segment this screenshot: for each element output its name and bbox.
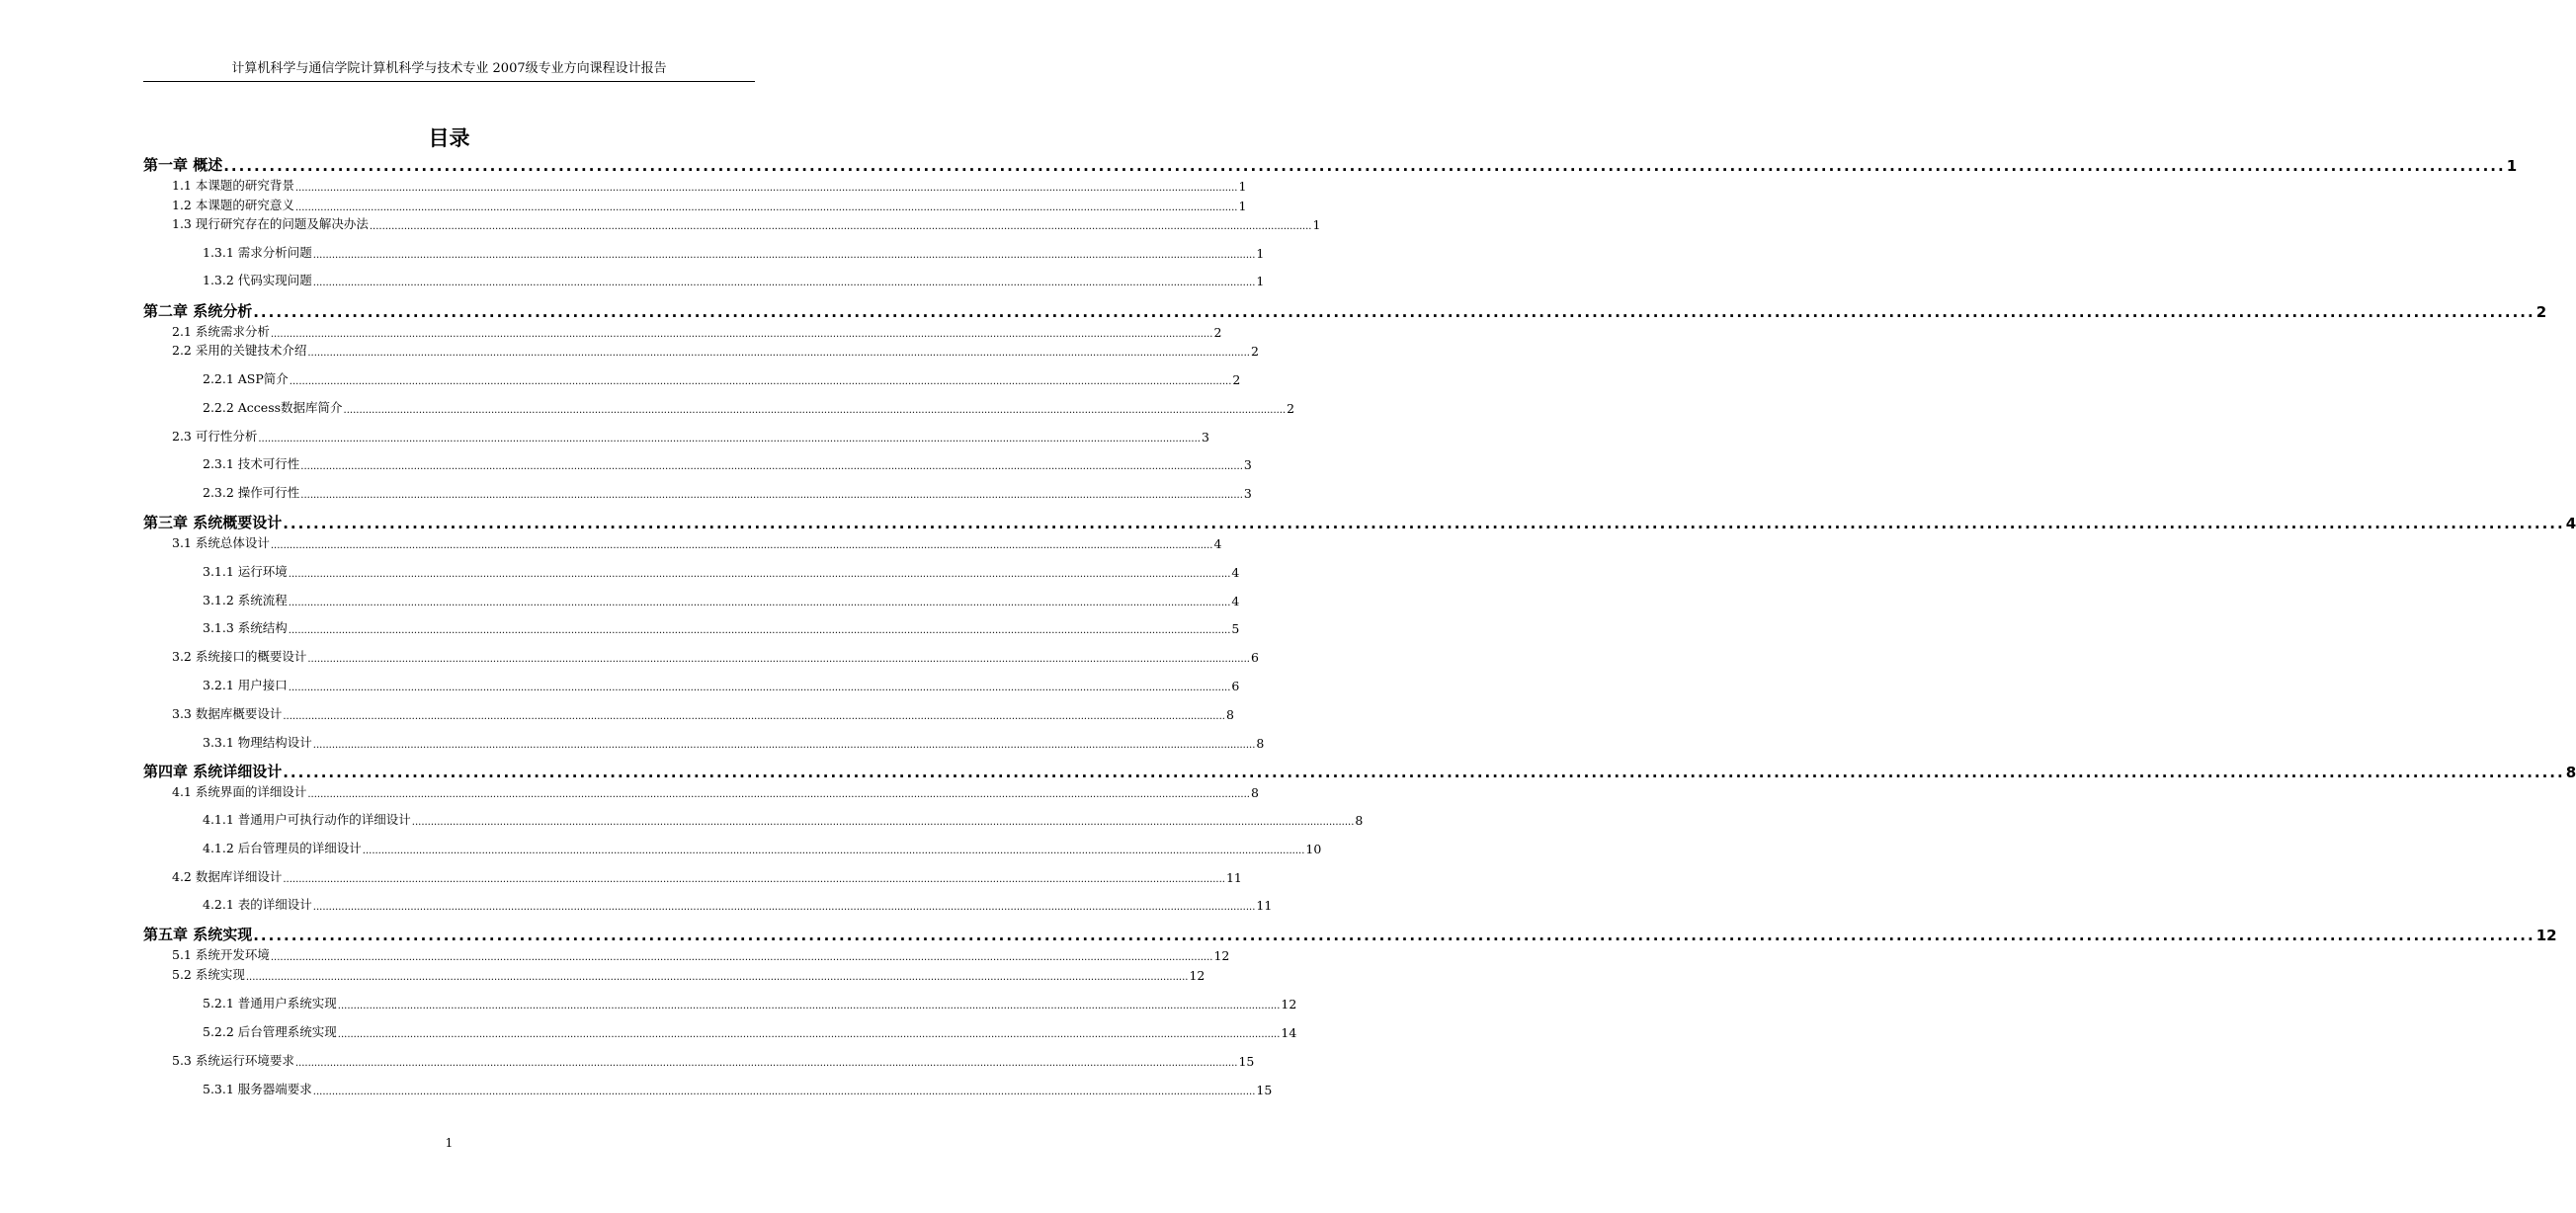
- running-header: 计算机科学与通信学院计算机科学与技术专业 2007级专业方向课程设计报告: [231, 61, 667, 76]
- toc-entry-label: 4.1 系统界面的详细设计: [172, 784, 307, 799]
- toc-entry-level-1[interactable]: [143, 513, 2576, 532]
- toc-entry-label: 2.2.1 ASP简介: [203, 371, 289, 386]
- toc-entry-label: 5.3.1 服务器端要求: [203, 1082, 312, 1096]
- toc-dot-leader: ............................................................................................................................................................................................................................................................................................................: [300, 490, 1243, 501]
- toc-entry-level-2[interactable]: [172, 176, 1247, 194]
- toc-entry-page-number: 4: [1213, 536, 1222, 551]
- toc-dot-leader: ............................................................................................................................................................................................................................................................................................................: [288, 625, 1231, 636]
- toc-entry-page-number: 12: [2535, 927, 2557, 944]
- toc-dot-leader: ............................................................................................................................................................................................................................................................................................................: [300, 461, 1243, 472]
- toc-entry-page-number: 8: [1225, 707, 1234, 722]
- toc-entry-label: 2.2 采用的关键技术介绍: [172, 343, 307, 358]
- toc-entry-level-3[interactable]: [203, 591, 1240, 608]
- toc-entry-page-number: 11: [1225, 870, 1242, 885]
- toc-entry-page-number: 2: [1213, 325, 1222, 340]
- toc-dot-leader: ............................................................................................................................................................................................................................................................................................................: [294, 202, 1238, 213]
- toc-dot-leader: ............................................................................................................................................................................................................................................................................................................: [288, 569, 1231, 580]
- toc-entry-page-number: 2: [1250, 344, 1259, 359]
- toc-dot-leader: ............................................................................................................................................................................................................................................................................................................: [283, 874, 1225, 885]
- toc-entry-page-number: 10: [1305, 842, 1322, 856]
- toc-entry-page-number: 5: [1231, 621, 1240, 636]
- toc-entry-level-2[interactable]: [172, 647, 1259, 665]
- toc-dot-leader: ............................................................................................................................................................................................................................................................................................................: [337, 1001, 1281, 1011]
- toc-entry-level-3[interactable]: [203, 1080, 1273, 1097]
- toc-entry-page-number: 3: [1243, 486, 1252, 501]
- toc-dot-leader: ............................................................................................................................................................................................................................................................................................................: [312, 902, 1256, 913]
- toc-dot-leader: ............................................................................................................................................................................................................................................................................................................: [294, 183, 1238, 194]
- toc-entry-page-number: 8: [1256, 736, 1265, 751]
- toc-entry-level-1[interactable]: [143, 762, 2576, 781]
- toc-dot-leader: ............................................................................................................................................................................................................................................................................................................: [258, 434, 1201, 445]
- toc-dot-leader: ............................................................................................................................................................................................................................................................................................................: [369, 221, 1312, 232]
- toc-entry-level-2[interactable]: [172, 427, 1209, 445]
- toc-entry-page-number: 14: [1281, 1025, 1297, 1040]
- toc-entry-label: 2.1 系统需求分析: [172, 324, 270, 339]
- toc-title: 目录: [428, 126, 470, 150]
- toc-dot-leader: ............................................................................................................................................................................................................................................................................................................: [270, 329, 1213, 340]
- toc-entry-level-3[interactable]: [203, 243, 1265, 261]
- toc-entry-label: 3.2.1 用户接口: [203, 678, 288, 692]
- toc-entry-page-number: 6: [1231, 679, 1240, 693]
- toc-dot-leader: ............................................................................................................................................................................................................................................................................................................: [270, 952, 1213, 963]
- toc-entry-level-1[interactable]: [143, 925, 2557, 944]
- toc-entry-level-3[interactable]: [203, 369, 1241, 387]
- toc-entry-label: 4.2 数据库详细设计: [172, 869, 283, 884]
- toc-entry-level-2[interactable]: [172, 782, 1259, 800]
- toc-dot-leader: ............................................................................................................................................................................................................................................................................................................: [312, 1087, 1256, 1097]
- toc-entry-level-3[interactable]: [203, 1022, 1297, 1040]
- toc-entry-label: 4.1.2 后台管理员的详细设计: [203, 841, 362, 855]
- toc-entry-label: 3.1 系统总体设计: [172, 535, 270, 550]
- toc-dot-leader: ............................................................................................................................................................................................................................................................................................................: [253, 927, 2535, 944]
- toc-entry-page-number: 15: [1238, 1054, 1255, 1069]
- toc-dot-leader: ............................................................................................................................................................................................................................................................................................................: [307, 789, 1250, 800]
- toc-entry-page-number: 4: [1231, 565, 1240, 580]
- toc-entry-level-2[interactable]: [172, 945, 1230, 963]
- toc-entry-page-number: 1: [1312, 217, 1321, 232]
- toc-entry-page-number: 4: [2565, 515, 2576, 532]
- toc-entry-level-3[interactable]: [203, 810, 1364, 828]
- toc-entry-label: 第四章 系统详细设计: [143, 763, 283, 780]
- toc-entry-label: 1.3 现行研究存在的问题及解决办法: [172, 216, 369, 231]
- toc-entry-page-number: 2: [2535, 303, 2547, 321]
- toc-entry-label: 3.1.3 系统结构: [203, 620, 288, 635]
- toc-dot-leader: ............................................................................................................................................................................................................................................................................................................: [337, 1029, 1281, 1040]
- toc-entry-page-number: 2: [1287, 401, 1295, 416]
- toc-entry-page-number: 6: [1250, 650, 1259, 665]
- toc-entry-page-number: 3: [1243, 457, 1252, 472]
- toc-entry-label: 2.2.2 Access数据库简介: [203, 400, 343, 415]
- toc-entry-page-number: 3: [1201, 430, 1209, 445]
- toc-entry-level-2[interactable]: [172, 1051, 1255, 1069]
- toc-entry-page-number: 15: [1256, 1083, 1273, 1097]
- toc-entry-label: 3.1.2 系统流程: [203, 593, 288, 607]
- toc-entry-level-3[interactable]: [203, 676, 1240, 693]
- toc-entry-page-number: 4: [1231, 594, 1240, 608]
- toc-entry-label: 3.2 系统接口的概要设计: [172, 649, 307, 664]
- toc-entry-label: 2.3.2 操作可行性: [203, 485, 300, 500]
- toc-dot-leader: ............................................................................................................................................................................................................................................................................................................: [283, 515, 2565, 532]
- toc-entry-label: 4.1.1 普通用户可执行动作的详细设计: [203, 812, 411, 827]
- toc-dot-leader: ............................................................................................................................................................................................................................................................................................................: [343, 405, 1287, 416]
- toc-entry-page-number: 8: [1250, 785, 1259, 800]
- toc-entry-level-3[interactable]: [203, 733, 1265, 751]
- toc-entry-label: 5.2.2 后台管理系统实现: [203, 1024, 337, 1039]
- toc-entry-level-2[interactable]: [172, 341, 1259, 359]
- toc-entry-level-1[interactable]: [143, 155, 2518, 175]
- toc-dot-leader: ............................................................................................................................................................................................................................................................................................................: [362, 846, 1305, 856]
- toc-entry-level-1[interactable]: [143, 301, 2547, 321]
- toc-entry-label: 第二章 系统分析: [143, 302, 253, 320]
- toc-entry-page-number: 2: [1232, 372, 1241, 387]
- toc-entry-page-number: 12: [1189, 968, 1205, 983]
- toc-dot-leader: ............................................................................................................................................................................................................................................................................................................: [245, 972, 1189, 983]
- toc-dot-leader: ............................................................................................................................................................................................................................................................................................................: [283, 711, 1225, 722]
- toc-entry-label: 2.3.1 技术可行性: [203, 456, 300, 471]
- toc-dot-leader: ............................................................................................................................................................................................................................................................................................................: [307, 654, 1250, 665]
- toc-entry-label: 3.3.1 物理结构设计: [203, 735, 312, 750]
- toc-entry-level-2[interactable]: [172, 322, 1222, 340]
- toc-dot-leader: ............................................................................................................................................................................................................................................................................................................: [411, 817, 1355, 828]
- toc-entry-label: 第五章 系统实现: [143, 926, 253, 943]
- toc-entry-level-3[interactable]: [203, 483, 1252, 501]
- toc-dot-leader: ............................................................................................................................................................................................................................................................................................................: [307, 348, 1250, 359]
- toc-entry-level-2[interactable]: [172, 214, 1321, 232]
- toc-entry-label: 5.3 系统运行环境要求: [172, 1053, 294, 1068]
- toc-entry-label: 1.1 本课题的研究背景: [172, 178, 294, 193]
- toc-dot-leader: ............................................................................................................................................................................................................................................................................................................: [253, 303, 2535, 321]
- toc-entry-level-3[interactable]: [203, 454, 1252, 472]
- toc-entry-label: 第一章 概述: [143, 156, 223, 174]
- toc-dot-leader: ............................................................................................................................................................................................................................................................................................................: [223, 157, 2506, 175]
- toc-dot-leader: ............................................................................................................................................................................................................................................................................................................: [288, 683, 1231, 693]
- toc-entry-label: 2.3 可行性分析: [172, 429, 258, 444]
- toc-dot-leader: ............................................................................................................................................................................................................................................................................................................: [312, 278, 1256, 288]
- toc-entry-label: 第三章 系统概要设计: [143, 514, 283, 531]
- toc-entry-page-number: 8: [2565, 764, 2576, 781]
- toc-entry-page-number: 1: [2506, 157, 2518, 175]
- toc-entry-level-2[interactable]: [172, 867, 1242, 885]
- toc-dot-leader: ............................................................................................................................................................................................................................................................................................................: [270, 540, 1213, 551]
- toc-dot-leader: ............................................................................................................................................................................................................................................................................................................: [294, 1058, 1238, 1069]
- toc-entry-label: 5.1 系统开发环境: [172, 947, 270, 962]
- toc-entry-page-number: 8: [1355, 813, 1364, 828]
- toc-entry-label: 5.2.1 普通用户系统实现: [203, 996, 337, 1011]
- toc-entry-page-number: 12: [1213, 948, 1230, 963]
- toc-dot-leader: ............................................................................................................................................................................................................................................................................................................: [312, 740, 1256, 751]
- toc-entry-level-3[interactable]: [203, 398, 1295, 416]
- toc-entry-label: 3.1.1 运行环境: [203, 564, 288, 579]
- toc-entry-level-3[interactable]: [203, 271, 1265, 288]
- toc-entry-level-2[interactable]: [172, 704, 1234, 722]
- toc-entry-level-2[interactable]: [172, 965, 1205, 983]
- toc-entry-page-number: 1: [1256, 274, 1265, 288]
- toc-dot-leader: ............................................................................................................................................................................................................................................................................................................: [312, 250, 1256, 261]
- toc-entry-label: 1.2 本课题的研究意义: [172, 198, 294, 212]
- toc-entry-label: 1.3.1 需求分析问题: [203, 245, 312, 260]
- toc-entry-level-3[interactable]: [203, 839, 1322, 856]
- toc-entry-label: 5.2 系统实现: [172, 967, 245, 982]
- page-number: 1: [445, 1136, 454, 1150]
- toc-entry-label: 3.3 数据库概要设计: [172, 706, 283, 721]
- toc-entry-page-number: 12: [1281, 997, 1297, 1011]
- toc-entry-level-3[interactable]: [203, 994, 1297, 1011]
- toc-entry-level-2[interactable]: [172, 533, 1222, 551]
- toc-entry-page-number: 11: [1256, 898, 1273, 913]
- toc-entry-level-2[interactable]: [172, 196, 1247, 213]
- toc-entry-page-number: 1: [1238, 199, 1247, 213]
- toc-entry-page-number: 1: [1238, 179, 1247, 194]
- toc-entry-label: 4.2.1 表的详细设计: [203, 897, 312, 912]
- toc-dot-leader: ............................................................................................................................................................................................................................................................................................................: [288, 598, 1231, 608]
- toc-entry-level-3[interactable]: [203, 562, 1240, 580]
- toc-entry-level-3[interactable]: [203, 895, 1273, 913]
- toc-dot-leader: ............................................................................................................................................................................................................................................................................................................: [289, 376, 1232, 387]
- toc-dot-leader: ............................................................................................................................................................................................................................................................................................................: [283, 764, 2565, 781]
- toc-entry-page-number: 1: [1256, 246, 1265, 261]
- toc-entry-level-3[interactable]: [203, 618, 1240, 636]
- toc-entry-label: 1.3.2 代码实现问题: [203, 273, 312, 287]
